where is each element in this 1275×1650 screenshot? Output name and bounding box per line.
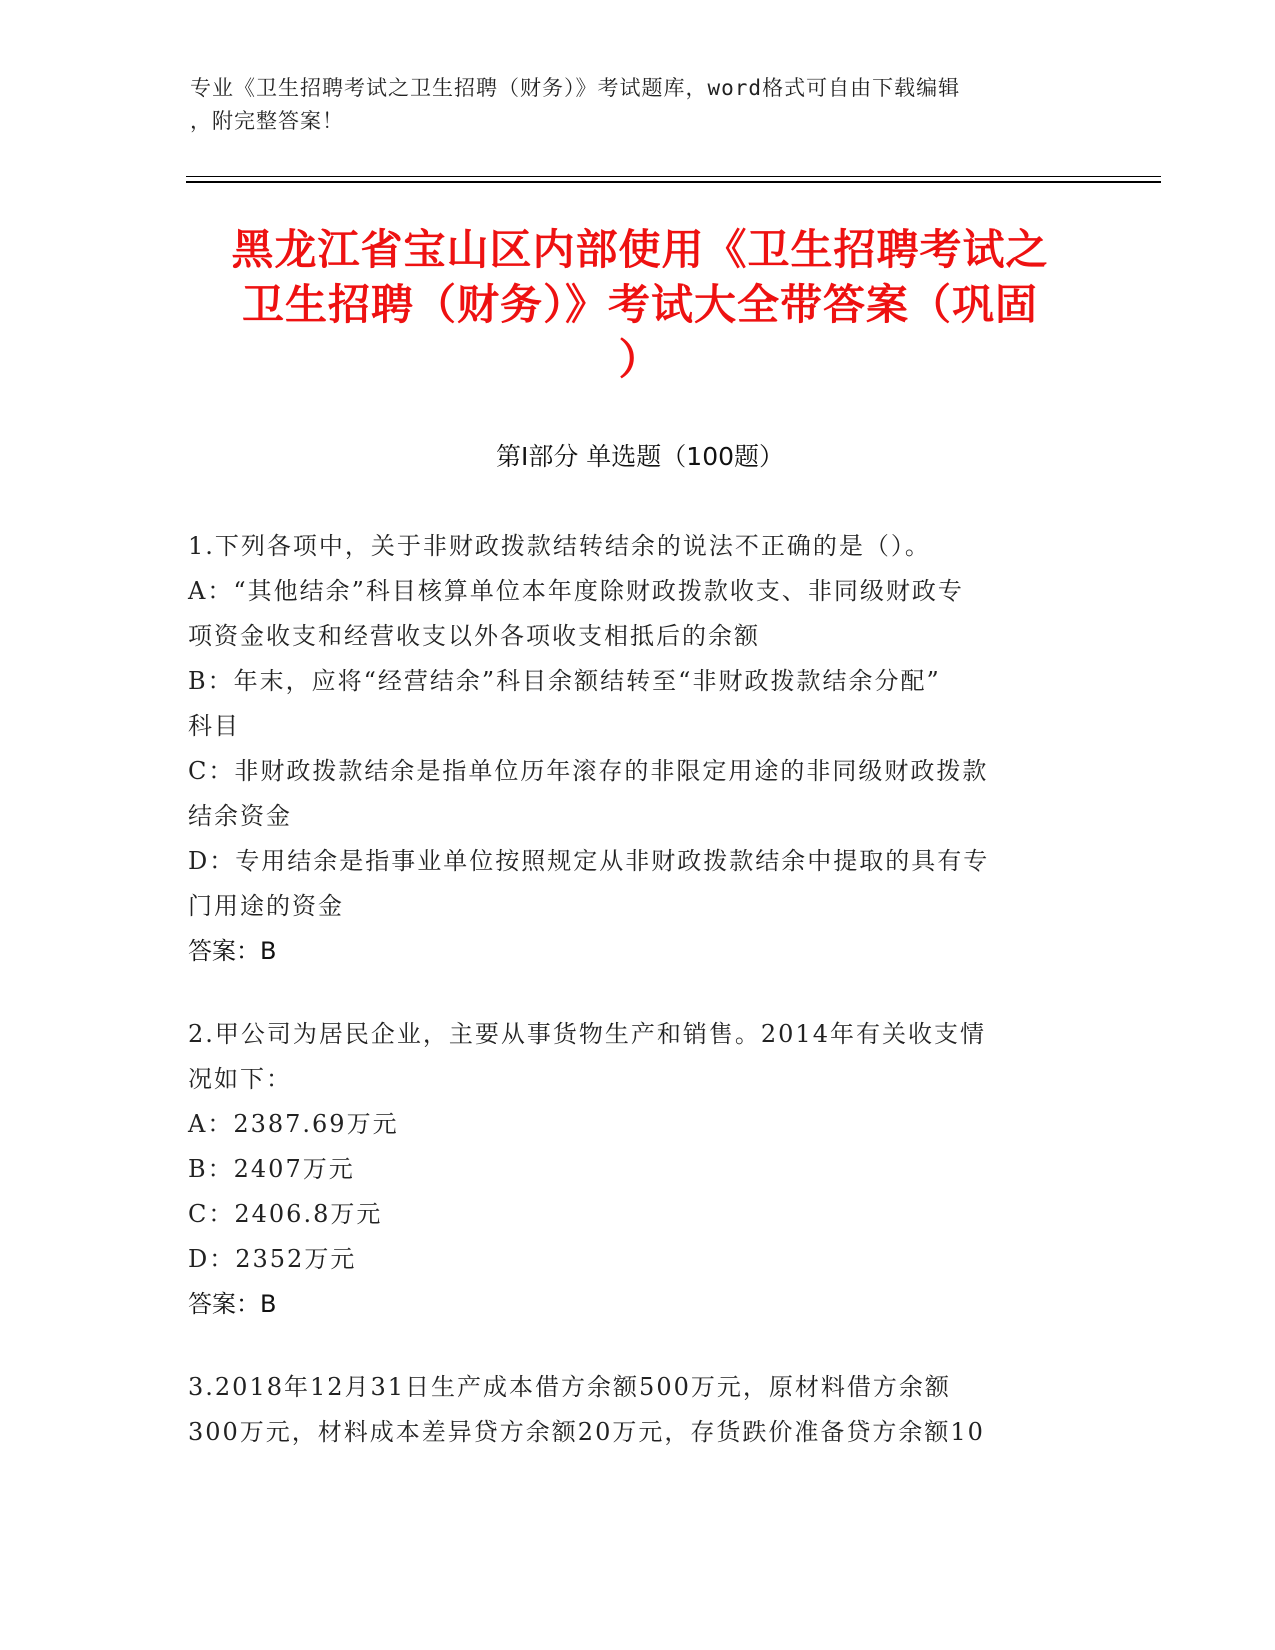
question-stem: 2.甲公司为居民企业，主要从事货物生产和销售。2014年有关收支情 bbox=[188, 1020, 986, 1048]
question-stem: 况如下： bbox=[188, 1065, 292, 1093]
option-c bbox=[188, 749, 1088, 839]
title-line: ） bbox=[618, 335, 662, 384]
question-stem: 1.下列各项中，关于非财政拨款结转结余的说法不正确的是（）。 bbox=[188, 532, 931, 560]
option-text: C：非财政拨款结余是指单位历年滚存的非限定用途的非同级财政拨款 bbox=[188, 757, 989, 785]
option-b: B：2407万元 bbox=[188, 1155, 355, 1183]
option-text: B：年末，应将“经营结余”科目余额结转至“非财政拨款结余分配” bbox=[188, 667, 941, 695]
question-list bbox=[188, 524, 1088, 1493]
option-d: D：2352万元 bbox=[188, 1245, 357, 1273]
option-text: D：专用结余是指事业单位按照规定从非财政拨款结余中提取的具有专 bbox=[188, 847, 990, 875]
question-stem: 3.2018年12月31日生产成本借方余额500万元，原材料借方余额 bbox=[188, 1373, 951, 1401]
question-item bbox=[188, 1365, 1088, 1455]
option-c: C：2406.8万元 bbox=[188, 1200, 383, 1228]
answer-label: 答案：B bbox=[188, 1290, 277, 1318]
header-divider-thin bbox=[186, 176, 1161, 177]
option-text: 结余资金 bbox=[188, 802, 292, 830]
header-note bbox=[190, 72, 1090, 138]
option-d bbox=[188, 839, 1088, 929]
title-line: 黑龙江省宝山区内部使用《卫生招聘考试之 bbox=[231, 225, 1049, 274]
title-line: 卫生招聘（财务）》考试大全带答案（巩固 bbox=[241, 280, 1038, 329]
header-note-line: ，附完整答案！ bbox=[190, 109, 344, 133]
option-text: 门用途的资金 bbox=[188, 892, 344, 920]
header-note-line: 专业《卫生招聘考试之卫生招聘（财务）》考试题库，word格式可自由下载编辑 bbox=[190, 76, 961, 100]
option-text: 科目 bbox=[188, 712, 240, 740]
question-stem: 300万元，材料成本差异贷方余额20万元，存货跌价准备贷方余额10 bbox=[188, 1418, 985, 1446]
answer-label: 答案：B bbox=[188, 937, 277, 965]
option-text: A：“其他结余”科目核算单位本年度除财政拨款收支、非同级财政专 bbox=[188, 577, 964, 605]
option-a bbox=[188, 569, 1088, 659]
option-text: 项资金收支和经营收支以外各项收支相抵后的余额 bbox=[188, 622, 760, 650]
header-divider-thick bbox=[186, 181, 1161, 183]
question-item bbox=[188, 524, 1088, 974]
document-title bbox=[190, 222, 1090, 387]
option-b bbox=[188, 659, 1088, 749]
option-a: A：2387.69万元 bbox=[188, 1110, 399, 1138]
section-heading: 第Ⅰ部分 单选题（100题） bbox=[495, 442, 785, 471]
question-item bbox=[188, 1012, 1088, 1327]
